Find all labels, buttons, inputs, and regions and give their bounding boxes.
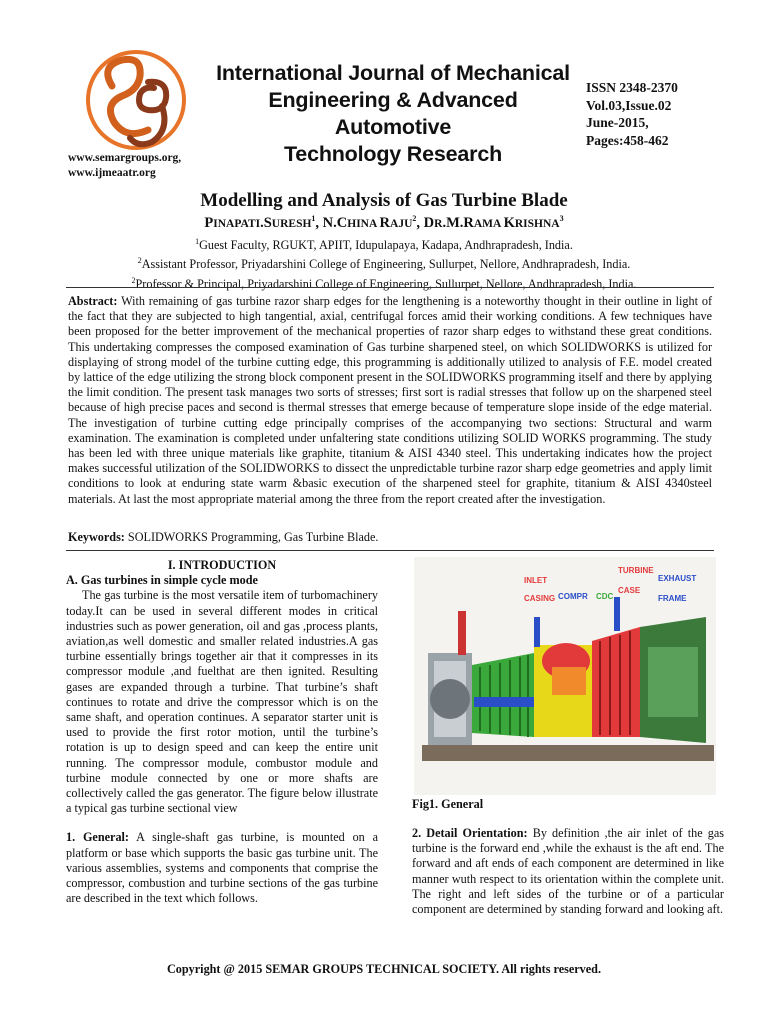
general-paragraph: 1. General: A single-shaft gas turbine, is mounted on a platform or base which supports the basic gas turbine unit. The various assemblies, systems and components that comprise the compressor, combustion and turbine sections of the gas turbine are described in the text which follows. (66, 830, 378, 906)
gas-turbine-figure (414, 557, 716, 795)
website-link-semar[interactable]: www.semargroups.org, (68, 152, 182, 164)
affiliation-2: $^2$Assistant Professor, Priyadarshini College of Engineering, Sullurpet, Nellore, Andhrapradesh, India. (137, 256, 631, 272)
page-range: Pages:458-462 (586, 132, 669, 148)
keywords-label: Keywords: (68, 530, 125, 544)
journal-title: International Journal of Mechanical Engineering & Advanced Automotive Technology Research (216, 61, 570, 166)
journal-logo (82, 46, 190, 152)
intro-paragraph: The gas turbine is the most versatile item of turbomachinery today.It can be used in several different modes in critical industries such as power generation, oil and gas ,process plants, aviation,as well domestic and smaller related industries.A gas turbine essentially brings together air that it compresses in its compressor module ,and fuelthat are then ignited. Resulting gases are expanded through a turbine. That turbine’s shaft continues to rotate and drive the compressor which is on the same shaft, and operation continues. A separator starter unit is used to provide the first rotor motion, until the turbine’s rotation is up to design speed and can keep the entire unit running. The compressor module, combustor module and turbine module connected by one or more shafts are collectively called the gas generator. The figure below illustrate a typical gas turbine sectional view (66, 588, 378, 816)
figure-label-turbine: TURBINE (618, 566, 654, 575)
author-1: PINAPATI.SURESH$^1$ (204, 214, 316, 231)
keywords (68, 530, 378, 545)
section-heading: I. INTRODUCTION (167, 558, 277, 572)
figure-label-compr: COMPR (558, 592, 588, 601)
issue-date: June-2015, (586, 115, 649, 130)
paper-title: Modelling and Analysis of Gas Turbine Blade (200, 190, 568, 211)
author-list: PINAPATI.SURESH$^1$, N.CHINA RAJU$^2$, DR.M.RAMA KRISHNA$^3$ (204, 214, 564, 231)
figure-label-frame: FRAME (658, 594, 687, 603)
bottom-divider (66, 550, 714, 551)
keywords-text: SOLIDWORKS Programming, Gas Turbine Blade. (127, 530, 379, 544)
figure-label-inlet: INLET (524, 576, 548, 585)
author-2: N.CHINA RAJU$^2$ (322, 214, 417, 231)
copyright-footer: Copyright @ 2015 SEMAR GROUPS TECHNICAL SOCIETY. All rights reserved. (167, 962, 601, 976)
abstract (68, 294, 712, 507)
figure-label-exhaust: EXHAUST (658, 574, 697, 583)
issn-block (586, 79, 678, 149)
abstract-text: With remaining of gas turbine razor sharp edges for the lengthening is a noteworthy thought in their outline in light of the fact that they are subjected to high tangential, axial, centrifugal forces amid their working conditions. A few techniques have been proposed for the better improvement of the mechanical properties of razor sharp edges to withstand these great conditions. This undertaking compresses the composed examination of Gas turbine sharpened steel, on which SOLIDWORKS is utilized for displaying of strong model of the turbine cutting edge, this programming is additionally utilized to analysis of F.E. model created by lattice of the edge utilizing the strong block component present in the SOLIDWORKS programming itself and there by applying the limit condition. The present task manages two sorts of stresses; first sort is radial stresses that follow up on the sharpened steel because of high precise paces and second is thermal stresses that emerge because of temperature slope inside of the edge material. The investigation of turbine cutting edge principally comprises of the accompanying two sections: Structural and warm examination. The examination is completed under unfaltering state conditions utilizing SOLID WORKS programming. The study has been led with three unique materials like graphite, titanium & AISI 4340 steel. This undertaking indicates how the project makes successful utilization of the SOLIDWORKS to dissect the unpredictable turbine razor sharp edge geometries and apply limit conditions to look at enduring state warm &basic execution of the sharpened steel for graphite, titanium & AISI 4340steel materials. At last the most appropriate material among the three from the report created after the investigation. (68, 294, 712, 506)
right-column (412, 826, 724, 917)
abstract-label: Abstract: (68, 294, 118, 308)
figure-label-cdc: CDC (596, 592, 614, 601)
author-3: DR.M.RAMA KRISHNA$^3$ (423, 214, 564, 231)
website-link-journal[interactable]: www.ijmeaatr.org (68, 167, 156, 179)
website-links (68, 151, 181, 181)
top-divider (66, 287, 714, 288)
affiliations (0, 234, 768, 292)
volume-issue: Vol.03,Issue.02 (586, 97, 672, 113)
figure-caption: Fig1. General (412, 797, 484, 811)
affiliation-1: $^1$Guest Faculty, RGUKT, APIIT, Idupulapaya, Kadapa, Andhrapradesh, India. (195, 237, 573, 253)
detail-orientation-paragraph: 2. Detail Orientation: By definition ,the air inlet of the gas turbine is the forward end ,while the exhaust is the aft end. The forward and aft ends of each component are determined in like manner wuth respect to its orientation within the complete unit. The right and left sides of the turbine or of a particular component are determined by standing forward and looking aft. (412, 826, 724, 917)
figure-label-casing: CASING (524, 594, 556, 603)
affiliation-3: $^2$Professor & Principal, Priyadarshini College of Engineering, Sullurpet, Nellore, Andhrapradesh, India. (131, 275, 637, 291)
issn: ISSN 2348-2370 (586, 80, 678, 95)
left-column (66, 558, 378, 906)
figure-label-case: CASE (618, 586, 641, 595)
subsection-heading: A. Gas turbines in simple cycle mode (66, 573, 258, 588)
